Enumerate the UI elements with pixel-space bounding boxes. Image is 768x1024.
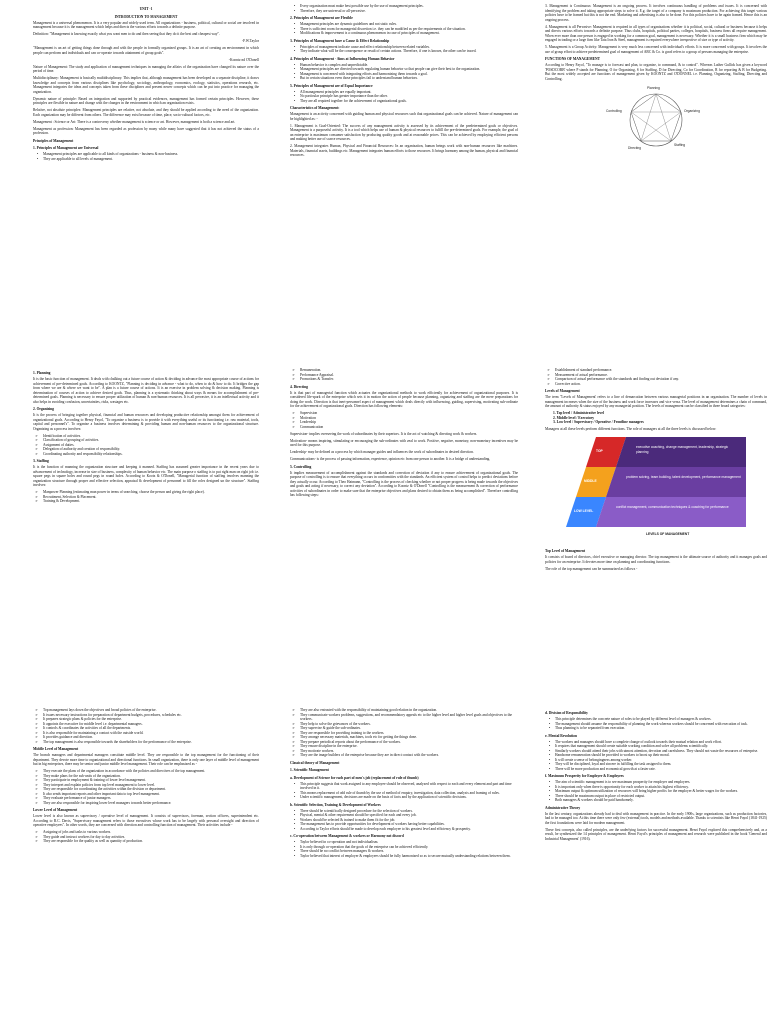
list-item: ➢ They are also entrusted with the responsibility of maintaining good relation in the organization.	[300, 708, 518, 713]
administrative-theory-heading: Administrative Theory	[545, 805, 581, 810]
principle-d-heading: d. Division of Responsibility	[545, 711, 588, 715]
list-item: • Workers should be selected & trained to make them fit for the job.	[300, 818, 518, 823]
list-item: ➢ It also sends important reports and other important data to top level management.	[43, 792, 259, 797]
list-item: ➢ They are also responsible for inspiring lower level managers towards better performance.	[43, 801, 259, 806]
lower-level-role-list	[33, 830, 259, 844]
pyramid-low-band	[596, 497, 746, 527]
page-8	[290, 708, 518, 1020]
planning-paragraph: It is the basic function of management. It deals with chalking out a future course of action & deciding in advance the most appropriate course of actions for achievement of pre-determined goals. According to KOONTZ, "Planning is deciding in advance - what to do, when to do & how to do. It bridges the gap from where we are & where we want to be". A plan is a future course of actions. It is an exercise in problem solving & decision making. Planning is determination of courses of action to achieve desired goals. Thus, planning is a systematic thinking about ways & means for accomplishment of pre-determined goals. Planning is necessary to ensure proper utilization of human & non-human resources. It is all pervasive, it is an intellectual activity and it also helps in avoiding confusion, uncertainties, risks, wastages etc.	[33, 377, 259, 404]
directing-heading: 4. Directing	[290, 384, 308, 389]
principle-c-list	[290, 840, 518, 858]
staffing-list	[33, 490, 259, 504]
list-item: ➢ Manpower Planning (estimating man power in terms of searching, choose the person and giving the right place).	[43, 490, 259, 495]
list-item: ➢ Corrective action.	[555, 382, 767, 387]
list-item: • Similarly workers should attend their jobs with utmost attention, devotion and carefulness. They should not waste the resources of enterprise.	[555, 749, 767, 754]
profession-paragraph: Management as profession: Management has been regarded as profession by many while many have suggested that it has not achieved the status of a profession.	[33, 126, 259, 135]
list-item: ➢ Establishment of standard performance.	[555, 368, 767, 373]
lower-level-heading: Lower Level of Management	[33, 808, 78, 812]
list-item: ➢ It is also responsible for maintaining a contact with the outside world.	[43, 731, 259, 736]
list-item: • All management principles are equally important.	[300, 90, 518, 95]
levels-paragraph: The term "Levels of Management' refers to a line of demarcation between various managerial positions in an organization. The number of levels in management increases when the size of the business and work force increases and vice versa. The level of management determines a chain of command, the amount of authority & status enjoyed by any managerial position. The levels of management can be classified in three broad categories:	[545, 395, 767, 408]
page-6	[545, 368, 767, 668]
communication-paragraph: Communications- is the process of passing information, experience, opinion etc from one person to another. It is a bridge of understanding.	[290, 457, 491, 461]
pyramid-desc-middle: problem solving, team building, talent development, performance management	[626, 475, 741, 479]
planning-heading: 1. Planning	[33, 371, 51, 375]
staffing-list-cont	[290, 368, 518, 382]
list-item: ➢ They are responsible for providing training to the workers.	[300, 731, 518, 736]
principle-b-list	[290, 809, 518, 832]
list-item: • It is important only when there is opportunity for each worker to attain his highest efficiency.	[555, 785, 767, 790]
classical-theory-heading: Classical theory of Management	[290, 760, 340, 765]
list-item: ➢ They are responsible for the quality as well as quantity of production.	[43, 839, 259, 844]
list-item: ➢ They are responsible for coordinating the activities within the division or department.	[43, 787, 259, 792]
list-item: • Taylor believed that interest of employer & employees should be fully harmonized so as to secure mutually understanding relations between them.	[300, 854, 518, 859]
list-item: ➢ They are the image builders of the enterprise because they are in direct contact with the workers.	[300, 753, 518, 758]
page-7	[33, 708, 259, 1020]
list-item: • There will be more production and economical growth at a faster rate.	[555, 767, 767, 772]
multidisciplinary-paragraph: Multidisciplinary: Management is basically multidisciplinary. This implies that, although management has been developed as a separate discipline, it draws knowledge and concepts from various disciplines like psychology, sociology, anthropology, economics, ecology, statistics, operations research, etc. Management integrates the ideas and concepts taken from these disciplines and present newer concepts which can be put into practice for managing the organization.	[33, 76, 259, 94]
levels-heading: Levels of Management	[545, 389, 580, 393]
diagram-label-organizing: Organizing	[684, 108, 700, 113]
controlling-steps-list	[545, 368, 767, 386]
list-item: ➢ It provides guidance and direction.	[43, 735, 259, 740]
list-item: ➢ They communicate workers problems, suggestions, and recommendatory appeals etc to the higher level and higher level goals and objectives to the workers.	[300, 713, 518, 722]
list-item: ➢ Comparison of actual performance with the standards and finding out deviation if any.	[555, 377, 767, 382]
characteristic-1: 1. Management is Goal-Oriented: The success of any management activity is assessed by its achievement of the predetermined goals or objectives. Management is a purposeful activity. It is a tool which helps use of human & physical resources to fulfill the pre-determined goals. For example, the goal of an enterprise is maximum consumer satisfaction by producing quality goods and at reasonable prices. This can be achieved by employing efficient persons and making better use of scarce resources.	[290, 123, 518, 141]
list-item: • This means replacement of odd rule of thumb by the use of method of enquiry, investigation, data collection, analysis and framing of rules.	[300, 791, 518, 796]
list-item: ➢ Assigning of jobs and tasks to various workers.	[43, 830, 259, 835]
principle-a-heading: a. Development of Science for each part of men's job (replacement of rule of thumb)	[290, 775, 419, 780]
list-item: ➢ They evaluate performance of junior managers.	[43, 796, 259, 801]
principle-f-list	[545, 780, 767, 803]
list-item: • Modifications & improvement is a continuous phenomenon in case of principles of management.	[300, 31, 518, 36]
list-item: • Physical, mental & other requirement should be specified for each and every job.	[300, 813, 518, 818]
characteristic-5: 5. Management is a Group Activity: Management is very much less concerned with individual's efforts. It is more concerned with groups. It involves the use of group effort to achieve predetermined goal of management of ABC & Co. is good refers to a group of persons managing the enterprise.	[545, 45, 767, 54]
principle-f-heading: f. Maximum Prosperity for Employer & Employees	[545, 774, 624, 778]
page-1	[33, 4, 259, 332]
list-item: ➢ They participate in employment & training of lower level management.	[43, 778, 259, 783]
principle-5-list	[290, 90, 518, 104]
list-item: • There is sufficient room for managerial discretion i.e. they can be modified as per the requirements of the situation.	[300, 27, 518, 32]
list-item: • The management has to provide opportunities for development of workers having better capabilities.	[300, 822, 518, 827]
page-3	[545, 4, 767, 332]
list-item: • Taylor believed in co-operation and not individualism.	[300, 840, 518, 845]
list-item: ➢ Coordinating authority and responsibility relationships.	[43, 452, 259, 457]
list-item: ➢ They make plans for the sub-units of the organization.	[43, 774, 259, 779]
list-item: • There should be maximum output in place of restricted output.	[555, 794, 767, 799]
administrative-theory-paragraph: In the last century, organizations already had to deal with management in practice. In the early 1900s, large organizations, such as production factories, had to be managed too. At this time there were only few (external) tools, models and methods available. Thanks to scientists like Henri Fayol (1841-1925) the first foundations were laid for modern management.	[545, 811, 767, 825]
list-item: • Management is concerned with integrating efforts and harmonizing them towards a goal.	[300, 72, 518, 77]
lower-level-role-list-cont	[290, 708, 518, 758]
list-item: • No particular principle has greater importance than the other.	[300, 94, 518, 99]
list-item: ➢ Identification of activities.	[43, 434, 259, 439]
principle-b-heading: b. Scientific Selection, Training & Development of Workers	[290, 802, 381, 807]
principle-4-heading: 4. Principles of Management - Aims at Influencing Human Behavior	[290, 56, 395, 61]
levels-paragraph-2: Managers at all these levels perform different functions. The role of managers at all the three levels is discussed below:	[545, 426, 717, 431]
list-item: • The management should assume the responsibility of planning the work whereas workers should be concerned with execution of task.	[555, 722, 767, 727]
list-item: • Human behavior is complex and unpredictable.	[300, 63, 518, 68]
organizing-heading: 2. Organizing	[33, 407, 54, 411]
administrative-theory-paragraph-2: These first concepts, also called principles, are the underlying factors for successful management. Henri Fayol explored this comprehensively and, as a result, he synthesized the 14 principles of management. Henri Fayol's principles of management and research were published in the book 'General and Industrial Management' (1916).	[545, 827, 767, 841]
list-item: ➢ Supervision	[300, 411, 518, 416]
page-4	[33, 368, 259, 668]
list-item: • Management principles are directed towards regulating human behavior so that people can give their best to the organization.	[300, 67, 518, 72]
list-item: ➢ It controls & coordinates the activities of all the departments.	[43, 726, 259, 731]
leadership-paragraph: Leadership- may be defined as a process by which manager guides and influences the work of subordinates in desired direction.	[290, 450, 474, 454]
functions-diagram	[556, 84, 756, 154]
list-item: 3. Low level / Supervisory / Operative / Frontline managers	[553, 420, 644, 424]
principle-2-heading: 2. Principles of Management are Flexible	[290, 16, 353, 20]
list-item: • The aim of scientific management is to see maximum prosperity for employer and employees.	[555, 780, 767, 785]
characteristics-heading: Characteristics of Management:	[290, 106, 340, 110]
top-level-paragraph-2: The role of the top management can be summarized as follows -	[545, 566, 638, 571]
principle-3-heading: 3. Principles of Management have a Cause & Effect Relationship	[290, 38, 390, 43]
list-item: • They are applicable to all levels of management.	[43, 157, 259, 162]
list-item: ➢ Motivation	[300, 416, 518, 421]
middle-level-role-list	[33, 769, 259, 805]
diagram-label-directing: Directing	[628, 145, 642, 150]
relative-paragraph: Relative, not absolute principles: Management principles are relative, not absolute, and they should be applied according to the need of the organization. Each organization may be different from others. The difference may exist because of time, place, socio-cultural factors, etc.	[33, 108, 259, 117]
list-item: • There should be no conflict between managers & workers.	[300, 849, 518, 854]
characteristics-paragraph: Management is an activity concerned with guiding human and physical resources such that organizational goals can be achieved. Nature of management can be highlighted as: -	[290, 112, 518, 121]
organizing-paragraph: It is the process of bringing together physical, financial and human resources and developing productive relationship amongst them for achievement of organizational goals. According to Henry Fayol, "To organize a business is to provide it with everything useful or its functioning i.e. raw material, tools, capital and personnel's". To organize a business involves determining & providing human and non-human resources to the organizational structure. Organizing as a process involves:	[33, 413, 259, 431]
list-item: ➢ It appoints the executive for middle level i.e. departmental managers.	[43, 722, 259, 727]
intro-paragraph: Management is a universal phenomenon. It is a very popular and widely used term. All organizations - business, political, cultural or social are involved in management because it is the management which helps and directs the various efforts towards a definite purpose.	[33, 20, 259, 29]
list-item: ➢ Measurement of actual performance.	[555, 373, 767, 378]
unit-label: UNIT -1	[139, 7, 153, 11]
list-item: • Management principles are applicable to all kinds of organizations - business & non-business.	[43, 152, 259, 157]
principle-e-list	[545, 740, 767, 772]
list-item: ➢ They help to solve the grievances of the workers.	[300, 722, 518, 727]
page-9	[545, 708, 767, 1020]
principle-c-heading: c. Co-operation between Management & workers or Harmony not discord	[290, 834, 404, 838]
principles-heading: Principles of Management	[33, 138, 74, 143]
definition-taylor-author: -F.W.Taylor	[241, 39, 259, 43]
middle-level-paragraph: The branch managers and departmental managers constitute middle level. They are responsible to the top management for the functioning of their department. They devote more time to organizational and directional functions. In small organization, there is only one layer of middle level of management but in big enterprises, there may be senior and junior middle level management. Their role can be emphasized as -	[33, 753, 259, 766]
directing-paragraph: It is that part of managerial function which actuates the organizational methods to work efficiently for achievement of organizational purposes. It is considered life-spark of the enterprise which sets it in motion the action of people because planning, organizing and staffing are the mere preparations for doing the work. Direction is that inert-personnel aspect of management which deals directly with influencing, guiding, supervising, motivating sub-ordinate for the achievement of organizational goals. Direction has following elements:	[290, 390, 518, 408]
pyramid-desc-top: executive coaching, change management, leadership, strategic planning	[636, 445, 729, 454]
list-item: ➢ They arrange necessary materials, machines, tools etc for getting the things done.	[300, 735, 518, 740]
pyramid-label-middle: MIDDLE	[584, 479, 597, 483]
page-2	[290, 4, 518, 332]
levels-list	[545, 411, 767, 425]
principle-a-list	[290, 782, 518, 800]
principle-e-heading: e. Mental Revolution	[545, 733, 578, 738]
list-item: • Under scientific management, decisions are made on the basis of facts and by the application of scientific decisions.	[300, 795, 518, 800]
page-5	[290, 368, 518, 668]
lower-level-paragraph: Lower level is also known as supervisory / operative level of management. It consists of supervisors, foreman, section officers, superintendent etc. According to R.C. Davis, "Supervisory management refers to those executives whose work has to be largely with personal oversight and direction of operative employees". In other words, they are concerned with direction and controlling function of management. Their activities include -	[33, 814, 259, 827]
list-item: ➢ Delegation of authority and creation of responsibility.	[43, 447, 259, 452]
middle-level-heading: Middle Level of Management	[33, 747, 79, 751]
directing-list	[290, 411, 518, 429]
list-item: • It requires that management should create suitable working condition and solve all problems scientifically.	[555, 744, 767, 749]
list-item: ➢ They supervise & guide the sub-ordinates.	[300, 726, 518, 731]
list-item: ➢ They interpret and explain policies from top level management to lower level.	[43, 783, 259, 788]
list-item: ➢ The top management is also responsible towards the shareholders for the performance of the enterprise.	[43, 740, 259, 745]
list-item: • They indicate what will be the consequence or result of certain actions. Therefore, if one is known, the other can be traced.	[300, 49, 518, 54]
organizing-list	[33, 434, 259, 457]
diagram-label-controlling: Controlling	[606, 108, 622, 113]
list-item: • They will be disciplined, loyal and sincere in fulfilling the task assigned to them.	[555, 762, 767, 767]
functions-heading: FUNCTIONS OF MANAGEMENT	[545, 57, 600, 61]
pyramid-label-low: LOW LEVEL	[574, 509, 594, 513]
list-item: ➢ They ensure discipline in the enterprise.	[300, 744, 518, 749]
list-item: ➢ It issues necessary instructions for preparation of department budgets, procedures, schedules etc.	[43, 713, 259, 718]
staffing-paragraph: It is the function of manning the organization structure and keeping it manned. Staffing has assumed greater importance in the recent years due to advancement of technology, increase in size of business, complexity of human behavior etc. The main purpose o staffing is to put right man on right job i.e. square pegs in square holes and round pegs in round holes. According to Kootz & O'Donell, "Managerial function of staffing involves manning the organization structure through proper and effective selection, appraisal & development of personnel to fill the roles designed un the structure". Staffing involves:	[33, 465, 259, 487]
list-item: • Both managers & workers should be paid handsomely.	[555, 798, 767, 803]
principle-1-list-cont	[290, 4, 518, 13]
definition-koontz: "Management is an art of getting things done through and with the people in formally organized groups. It is an art of creating an environment in which people can perform and individuals and can co-operate towards attainment of group goals".	[33, 46, 259, 55]
list-item: • The workers and managers should have a complete change of outlook towards their mutual relation and work effort.	[555, 740, 767, 745]
characteristic-4: 4. Management is all Pervasive: Management is required in all types of organizations whether it is political, social, cultural or business because it helps and directs various efforts towards a definite purpose. Thus clubs, hospitals, political parties, colleges, hospitals, business firms all require management. When ever more than one person is engaged in working for a common goal, management is necessary. Whether it is a small business firm which may be engaged in trading or a large firm like Tata Iron & Steel, management is required everywhere irrespective of size or type of activity.	[545, 24, 767, 42]
list-item: ➢ Assignment of duties.	[43, 443, 259, 448]
principle-1-heading: 1. Principles of Management are Universal	[33, 146, 99, 150]
list-item: 2. Middle level / Executory	[553, 415, 595, 420]
list-item: 1. Top level / Administrative level	[553, 411, 604, 415]
principle-1-list	[33, 152, 259, 161]
top-level-paragraph: It consists of board of directors, chief executive or managing director. The top management is the ultimate source of authority and it manages goals and policies for an enterprise. It devotes more time on planning and coordinating functions.	[545, 555, 767, 564]
top-level-role-list	[33, 708, 259, 744]
list-item: ➢ They prepare periodical reports about the performance of the workers.	[300, 740, 518, 745]
pyramid-middle-band	[606, 467, 746, 497]
pyramid-caption: LEVELS OF MANAGEMENT	[646, 532, 690, 536]
functions-paragraph: According to Henry Fayol, "To manage is to forecast and plan, to organize, to command, & to control". Whereas Luther Gullick has given a keyword 'POSDCORB' where P stands for Planning, O for Organizing, S for Staffing, D for Directing, Co for Coordination, R for reporting & B for Budgeting. But the most widely accepted are functions of management given by KOONTZ and O'DONNEL i.e. Planning, Organizing, Staffing, Directing and Controlling.	[545, 63, 767, 81]
list-item: ➢ Remuneration.	[300, 368, 518, 373]
list-item: • Principles of management indicate cause and effect relationship between related variables.	[300, 45, 518, 50]
list-item: ➢ Training & Development.	[43, 499, 259, 504]
list-item: • This principle determines the concrete nature of roles to be played by different level of managers & workers.	[555, 717, 767, 722]
staffing-heading: 3. Staffing	[33, 459, 49, 463]
supervision-paragraph: Supervision- implies overseeing the work of subordinates by their superiors. It is the act of watching & directing work & workers.	[290, 431, 478, 436]
list-item: ➢ Top management lays down the objectives and broad policies of the enterprise.	[43, 708, 259, 713]
diagram-label-staffing: Staffing	[674, 142, 686, 147]
principle-2-list	[290, 22, 518, 36]
definition-taylor: Definition: "Management is knowing exactly what you want men to do and then seeing that they do it the best and cheapest way".	[33, 32, 220, 36]
list-item: • Every organization must make best possible use by the use of management principles.	[300, 4, 518, 9]
list-item: • Handsome remuneration should be provided to workers to boost up their moral.	[555, 753, 767, 758]
list-item: • According to Taylor efforts should be made to develop each employee to his greatest level and efficiency & prosperity.	[300, 827, 518, 832]
scientific-management-heading: 1. Scientific Management	[290, 768, 329, 772]
list-item: • But in certain situations even those principles fail to understand human behaviors.	[300, 76, 518, 81]
doc-title: INTRODUCTION TO MANAGEMENT	[114, 14, 178, 19]
list-item: ➢ They guide and instruct workers for day to day activities.	[43, 835, 259, 840]
principle-5-heading: 5. Principles of Management are of Equal Importance	[290, 83, 373, 88]
principle-3-list	[290, 45, 518, 54]
list-item: ➢ It prepares strategic plans & policies for the enterprise.	[43, 717, 259, 722]
cycle-circle	[630, 94, 682, 146]
list-item: • They are all required together for the achievement of organizational goals.	[300, 99, 518, 104]
diagram-label-planning: Planning	[647, 85, 660, 90]
list-item: ➢ Performance Appraisal.	[300, 373, 518, 378]
pyramid-label-top: TOP	[596, 449, 603, 453]
list-item: • Thus planning is to be separated from execution.	[555, 726, 767, 731]
list-item: ➢ They motivate workers.	[300, 749, 518, 754]
dynamic-paragraph: Dynamic nature of principle: Based on integration and supported by practical evidences, management has formed certain principles. However, these principles are flexible in nature and change with the changes in the environment in which an organization exists.	[33, 96, 259, 105]
list-item: ➢ Leadership	[300, 420, 518, 425]
nature-paragraph: Nature of Management: The study and application of management techniques in managing the affairs of the organization have changed its nature over the period of time.	[33, 64, 259, 73]
controlling-paragraph: It implies measurement of accomplishment against the standards and correction of deviation if any to ensure achievement of organizational goals. The purpose of controlling is to ensure that everything occurs in conformities with the standards. An efficient system of control helps to predict deviations before they actually occur. According to Theo Haimann, "Controlling is the process of checking whether or not proper progress is being made towards the objectives and goals and acting if necessary, to correct any deviation". According to Koontz & O'Donell "Controlling is the measurement & correction of performance activities of subordinates in order to make sure that the enterprise objectives and plans desired to obtain them as being accomplished". Therefore controlling has following steps:	[290, 470, 518, 497]
list-item: • It will create a sense of belongingness among worker.	[555, 758, 767, 763]
characteristic-3: 3. Management is Continuous: Management is an ongoing process. It involves continuous handling of problems and issues. It is concerned with identifying the problem and taking appropriate steps to solve it. E.g. the target of a company is maximum production. For achieving this target various policies have to be framed but this is not the end. Marketing and advertising is also to be done. For this policies have to be again framed. Hence this is an ongoing process.	[545, 4, 767, 22]
principle-d-list	[545, 717, 767, 731]
list-item: ➢ They execute the plans of the organization in accordance with the policies and directives of the top management.	[43, 769, 259, 774]
list-item: ➢ Classification of grouping of activities.	[43, 438, 259, 443]
list-item: ➢ Recruitment, Selection & Placement.	[43, 495, 259, 500]
controlling-heading: 5. Controlling	[290, 464, 312, 469]
list-item: • Management principles are dynamic guidelines and not static rules.	[300, 22, 518, 27]
top-level-heading: Top Level of Management	[545, 549, 586, 553]
characteristic-2: 2. Management integrates Human, Physical and Financial Resources: In an organization, human beings work with non-human resources like machines. Materials, financial assets, buildings etc. Management integrates human efforts to those resources. It brings harmony among the human, physical and financial resources.	[290, 144, 518, 157]
pyramid-desc-low: conflict management, communication techniques & coaching for performance	[616, 505, 729, 509]
list-item: • There should be scientifically designed procedure for the selection of workers.	[300, 809, 518, 814]
science-art-paragraph: Management : Science or Art: There is a controversy whether management is science or art. However, management is both a science and art.	[33, 119, 236, 124]
motivation-paragraph: Motivation- means inspiring, stimulating or encouraging the sub-ordinates with zeal to work. Positive, negative, monetary, non-monetary incentives may be used for this purpose.	[290, 438, 518, 447]
list-item: ➢ Communication	[300, 425, 518, 430]
list-item: ➢ Promotions & Transfer.	[300, 377, 518, 382]
definition-koontz-author: -Koontz nd O'Donell	[228, 57, 259, 62]
levels-pyramid	[556, 435, 756, 545]
list-item: • Maximum output & optimum utilization of resources will bring higher profits for the employer & better wages for the workers.	[555, 789, 767, 794]
principle-4-list	[290, 63, 518, 81]
list-item: • It is only through co-operation that the goals of the enterprise can be achieved efficiently.	[300, 845, 518, 850]
list-item: • Therefore, they are universal or all-pervasive.	[300, 9, 518, 14]
list-item: • This principle suggests that work assigned to any employee should be observed, analyzed with respect to each and every element and part and time involved in it.	[300, 782, 518, 791]
functions-diagram-svg	[556, 84, 756, 154]
